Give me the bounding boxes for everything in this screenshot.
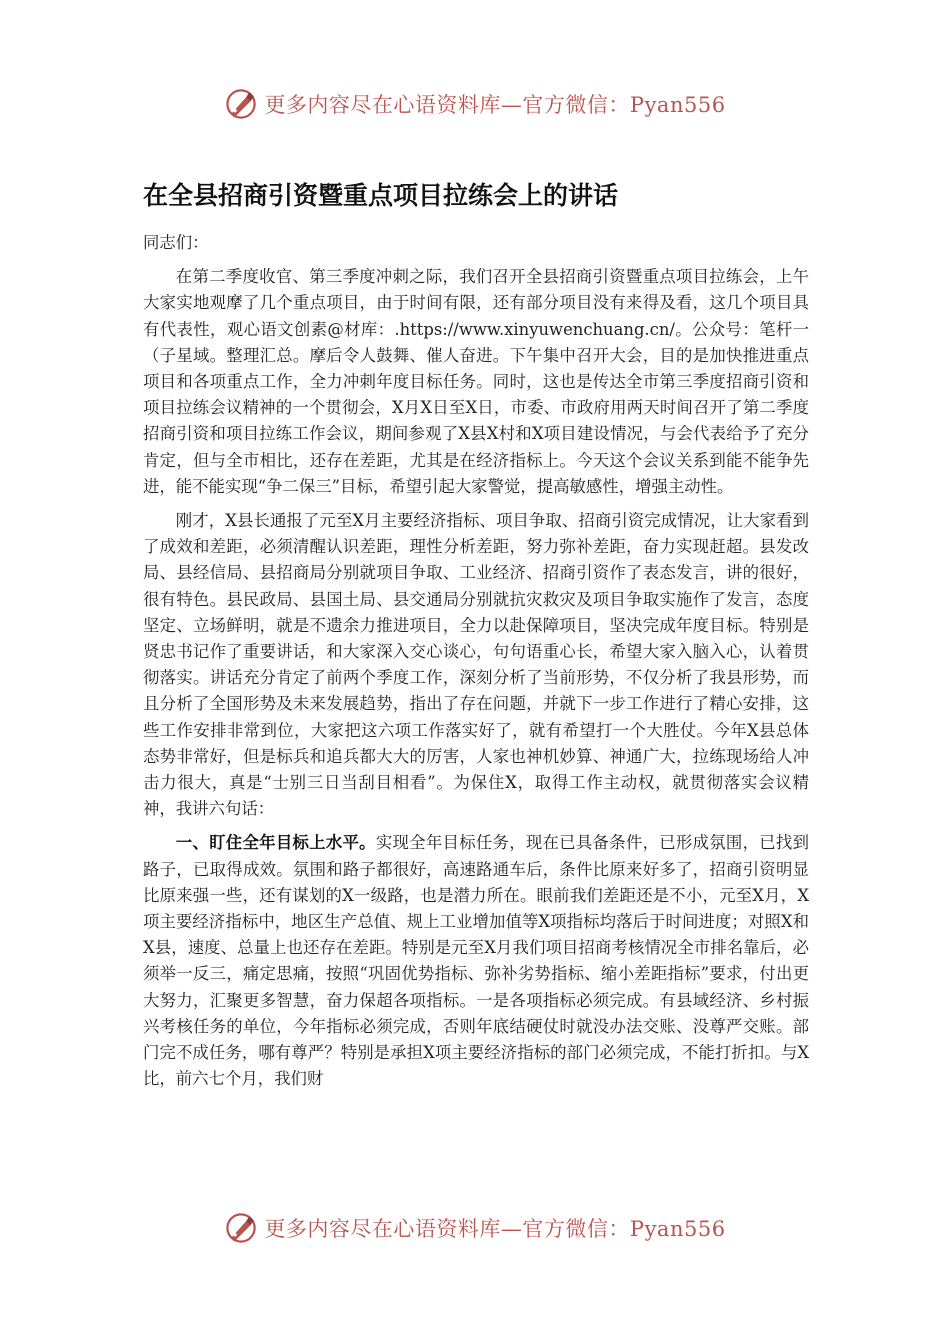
document-title: 在全县招商引资暨重点项目拉练会上的讲话: [143, 181, 619, 210]
pen-nib-logo-icon: [224, 1211, 258, 1245]
salutation: 同志们：: [143, 233, 209, 252]
paragraph-text: 在第二季度收官、第三季度冲刺之际，我们召开全县招商引资暨重点项目拉练会，上午大家实地观摩了几个重点项目，由于时间有限，还有部分项目没有来得及看，这几个项目具有代表性，观心语文创素@材库：.https://www.xinyuwenchuang.cn/。公众号：笔杆一（子星域。整理汇总。摩后令人鼓舞、催人奋进。下午集中召开大会，目的是加快推进重点项目和各项重点工作，全力冲刺年度目标任务。同时，这也是传达全市第三季度招商引资和项目拉练会议精神的一个贯彻会，X月X日至X日，市委、市政府用两天时间召开了第二季度招商引资和项目拉练工作会议，期间参观了X县X村和X项目建设情况，与会代表给予了充分肯定，但与全市相比，还存在差距，尤其是在经济指标上。今天这个会议关系到能不能争先进，能不能实现“争二保三”目标，希望引起大家警觉，提高敏感性，增强主动性。: [143, 267, 809, 496]
banner-text: 更多内容尽在心语资料库—官方微信：Pyan556: [264, 1217, 726, 1241]
paragraph-2: [143, 508, 809, 822]
paragraph-lead: 一、盯住全年目标上水平。: [175, 833, 376, 853]
paragraph-text: 刚才，X县长通报了元至X月主要经济指标、项目争取、招商引资完成情况，让大家看到了成效和差距，必须清醒认识差距，理性分析差距，努力弥补差距，奋力实现赶超。县发改局、县经信局、县招商局分别就项目争取、工业经济、招商引资作了表态发言，讲的很好，很有特色。县民政局、县国土局、县交通局分别就抗灾救灾及项目争取实施作了发言，态度坚定、立场鲜明，就是不遗余力推进项目，全力以赴保障项目，坚决完成年度目标。特别是贤忠书记作了重要讲话，和大家深入交心谈心，句句语重心长，希望大家入脑入心，认着贯彻落实。讲话充分肯定了前两个季度工作，深刻分析了当前形势，不仅分析了我县形势，而且分析了全国形势及未来发展趋势，指出了存在问题，并就下一步工作进行了精心安排，这些工作安排非常到位，大家把这六项工作落实好了，就有希望打一个大胜仗。今年X县总体态势非常好，但是标兵和追兵都大大的厉害，人家也神机妙算、神通广大，拉练现场给人冲击力很大，真是“士别三日当刮目相看”。为保住X，取得工作主动权，就贯彻落实会议精神，我讲六句话：: [143, 511, 809, 819]
paragraph-1: [143, 264, 809, 500]
document-body: [143, 230, 809, 1101]
bottom-banner: [0, 1208, 950, 1248]
top-banner: [0, 84, 950, 124]
paragraph-3: [143, 830, 809, 1092]
pen-nib-logo-icon: [224, 87, 258, 121]
paragraph-text: 实现全年目标任务，现在已具备条件，已形成氛围，已找到路子，已取得成效。氛围和路子都很好，高速路通车后，条件比原来好多了，招商引资明显比原来强一些，还有谋划的X一级路，也是潜力所在。眼前我们差距还是不小，元至X月，X项主要经济指标中，地区生产总值、规上工业增加值等X项指标均落后于时间进度；对照X和X县，速度、总量上也还存在差距。特别是元至X月我们项目招商考核情况全市排名靠后，必须举一反三，痛定思痛，按照“巩固优势指标、弥补劣势指标、缩小差距指标”要求，付出更大努力，汇聚更多智慧，奋力保超各项指标。一是各项指标必须完成。有县域经济、乡村振兴考核任务的单位，今年指标必须完成，否则年底结硬仗时就没办法交账、没尊严交账。部门完不成任务，哪有尊严？特别是承担X项主要经济指标的部门必须完成，不能打折扣。与X比，前六七个月，我们财: [143, 833, 809, 1089]
banner-text: 更多内容尽在心语资料库—官方微信：Pyan556: [264, 93, 726, 117]
